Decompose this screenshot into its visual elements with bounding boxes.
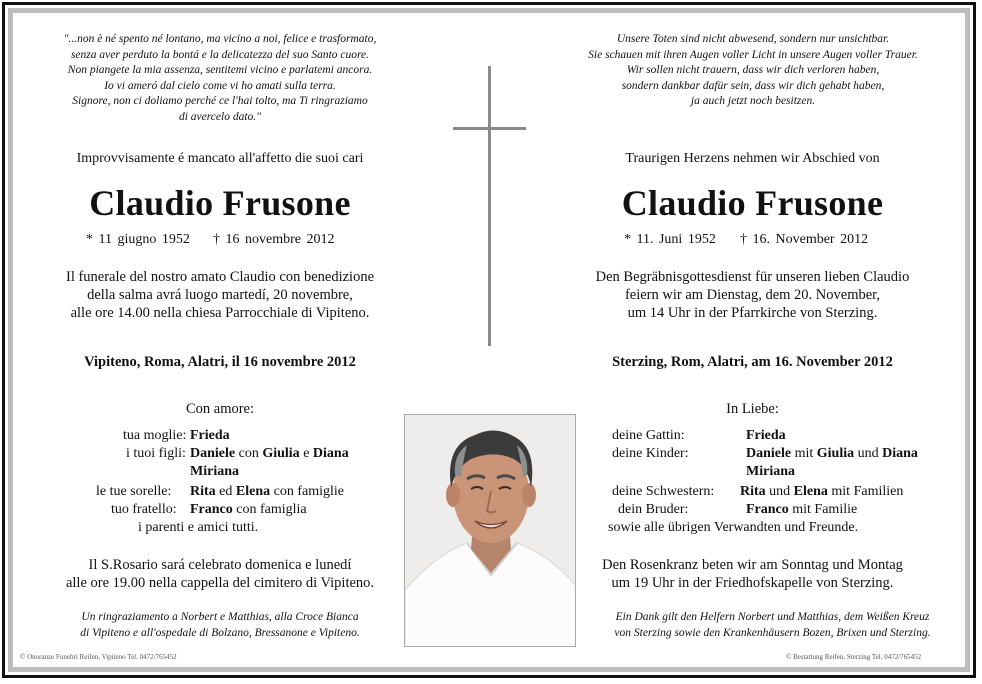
- quote-line: Sie schauen mit ihren Augen voller Licht in unsere Augen voller Trauer.: [588, 48, 918, 61]
- family-name: Miriana: [190, 464, 239, 479]
- family-name: Miriana: [746, 464, 795, 479]
- family-name: Franco: [746, 502, 789, 517]
- quote-line: Signore, non ci doliamo perché ce l'hai tolto, ma Ti ringraziamo: [72, 95, 368, 107]
- family-name: Frieda: [746, 428, 786, 443]
- family-brother: [190, 501, 307, 519]
- portrait-icon: [405, 415, 576, 647]
- family-children: [190, 445, 349, 463]
- german-footer: © Bestattung Reifen, Sterzing Tel. 0472/765452: [786, 653, 922, 661]
- italian-thanks: [10, 609, 430, 641]
- funeral-line: um 14 Uhr in der Pfarrkirche von Sterzing.: [627, 305, 878, 321]
- italian-place-date: Vipiteno, Roma, Alatri, il 16 novembre 2012: [84, 354, 356, 370]
- german-place-date: Sterzing, Rom, Alatri, am 16. November 2012: [612, 354, 893, 370]
- family-name: Rita: [190, 484, 216, 499]
- thanks-line: von Sterzing sowie den Krankenhäusern Bozen, Brixen und Sterzing.: [614, 627, 931, 639]
- family-label: deine Kinder:: [612, 446, 689, 461]
- family-name: Franco: [190, 502, 233, 517]
- quote-line: "...non è né spento né lontano, ma vicino a noi, felice e trasformato,: [63, 33, 377, 45]
- cross-horizontal-bar: [453, 127, 526, 130]
- funeral-line: Den Begräbnisgottesdienst für unseren lieben Claudio: [595, 269, 910, 285]
- funeral-line: della salma avrá luogo martedí, 20 novembre,: [87, 287, 353, 303]
- family-name: Diana: [882, 446, 918, 461]
- german-rosary: [540, 556, 965, 592]
- funeral-line: Il funerale del nostro amato Claudio con benedizione: [65, 269, 375, 285]
- thanks-line: di Vipiteno e all'ospedale di Bolzano, Bressanone e Vipiteno.: [80, 627, 360, 639]
- thanks-line: Ein Dank gilt den Helfern Norbert und Matthias, dem Weißen Kreuz: [615, 611, 930, 623]
- family-label: tua moglie:: [123, 428, 187, 443]
- rosary-line: um 19 Uhr in der Friedhofskapelle von Sterzing.: [611, 575, 894, 591]
- german-birth: * 11. Juni 1952: [624, 232, 716, 247]
- quote-line: sondern dankbar dafür sein, dass wir dich gehabt haben,: [621, 79, 885, 92]
- german-name: Claudio Frusone: [621, 183, 884, 223]
- family-suffix: con famiglia: [236, 502, 307, 517]
- family-name: Elena: [235, 484, 271, 499]
- family-label: deine Gattin:: [612, 428, 685, 443]
- family-label: i tuoi figli:: [126, 446, 186, 461]
- italian-funeral: [10, 268, 430, 322]
- italian-rosary: [10, 556, 430, 592]
- family-connector: und: [857, 446, 879, 461]
- quote-line: ja auch jetzt noch besitzen.: [690, 95, 816, 107]
- family-name: Daniele: [746, 446, 792, 461]
- quote-line: Wir sollen nicht trauern, dass wir dich verloren haben,: [626, 64, 880, 76]
- family-connector: ed: [219, 484, 233, 499]
- german-thanks: [570, 609, 975, 641]
- family-connector: con: [238, 446, 259, 461]
- family-suffix: mit Familien: [831, 484, 904, 499]
- family-suffix: con famiglie: [273, 484, 344, 499]
- family-label: deine Schwestern:: [612, 484, 715, 499]
- family-label: le tue sorelle:: [96, 484, 172, 499]
- rosary-line: Den Rosenkranz beten wir am Sonntag und Montag: [602, 557, 903, 573]
- italian-footer: © Onoranze Funebri Reifen, Vipiteno Tel. 0472/765452: [20, 653, 177, 661]
- funeral-line: feiern wir am Dienstag, dem 20. November,: [624, 287, 881, 303]
- german-funeral: [540, 268, 965, 322]
- italian-death: † 16 novembre 2012: [213, 232, 335, 247]
- family-label: tuo fratello:: [111, 502, 177, 517]
- portrait-photo: [404, 414, 576, 647]
- italian-family: [0, 427, 440, 537]
- family-sisters: [190, 483, 344, 501]
- family-label: dein Bruder:: [618, 502, 689, 517]
- quote-line: senza aver perduto la bontá e la delicatezza del suo Santo cuore.: [70, 48, 370, 61]
- german-love: In Liebe:: [726, 401, 779, 417]
- italian-name: Claudio Frusone: [89, 183, 351, 223]
- family-suffix: mit Familie: [792, 502, 858, 517]
- german-lead: Traurigen Herzens nehmen wir Abschied von: [625, 151, 880, 166]
- quote-line: Non piangete la mia assenza, sentitemi vicino e parlatemi ancora.: [67, 64, 373, 76]
- italian-lead: Improvvisamente é mancato all'affetto die suoi cari: [76, 151, 364, 166]
- family-name: Daniele: [190, 446, 236, 461]
- family-connector: und: [769, 484, 791, 499]
- family-name: Giulia: [262, 446, 300, 461]
- italian-love: Con amore:: [185, 401, 255, 417]
- family-sisters: [740, 483, 903, 501]
- family-others: i parenti e amici tutti.: [138, 520, 259, 535]
- thanks-line: Un ringraziamento a Norbert e Matthias, alla Croce Bianca: [81, 611, 359, 623]
- rosary-line: alle ore 19.00 nella cappella del cimitero di Vipiteno.: [65, 575, 375, 591]
- rosary-line: Il S.Rosario sará celebrato domenica e lunedí: [88, 557, 352, 573]
- quote-line: di avercelo dato.": [178, 110, 261, 123]
- family-name: Diana: [312, 446, 349, 461]
- german-death: † 16. November 2012: [740, 232, 869, 247]
- italian-birth: * 11 giugno 1952: [86, 232, 190, 247]
- family-name: Giulia: [816, 446, 855, 461]
- family-name: Rita: [740, 484, 766, 499]
- german-quote: [548, 32, 958, 110]
- italian-quote: [20, 32, 420, 125]
- family-connector: e: [303, 446, 310, 461]
- german-family: [580, 427, 970, 537]
- family-name: Frieda: [190, 428, 230, 443]
- quote-line: Unsere Toten sind nicht abwesend, sondern nur unsichtbar.: [616, 33, 890, 45]
- family-connector: mit: [794, 446, 814, 461]
- family-others: sowie alle übrigen Verwandten und Freunde.: [608, 520, 859, 535]
- family-children: [746, 445, 918, 463]
- funeral-line: alle ore 14.00 nella chiesa Parrocchiale di Vipiteno.: [70, 305, 370, 321]
- quote-line: Io vi ameró dal cielo come vi ho amati sulla terra.: [104, 79, 336, 92]
- family-name: Elena: [793, 484, 828, 499]
- cross-vertical-bar: [488, 66, 491, 346]
- family-brother: [746, 501, 857, 519]
